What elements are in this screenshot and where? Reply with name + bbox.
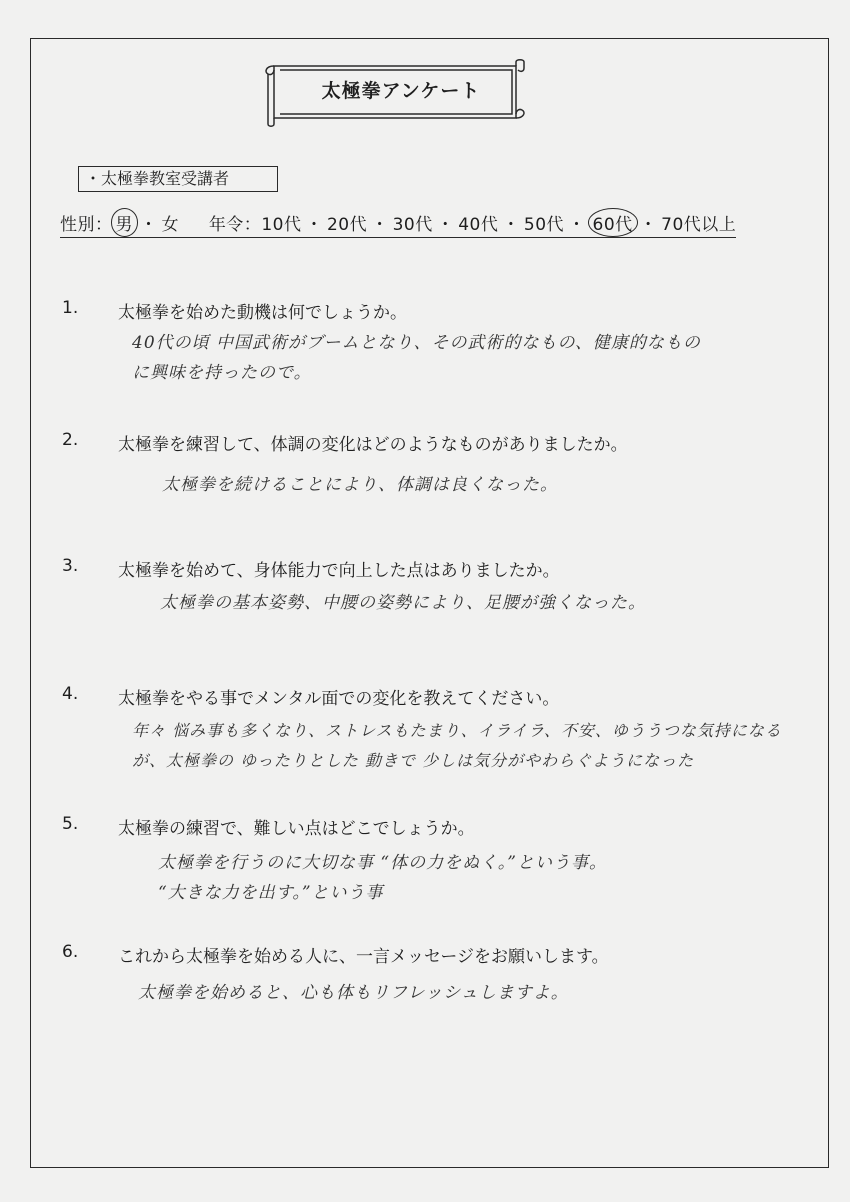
question-3-number: 3. bbox=[62, 556, 79, 576]
age-option-60s[interactable]: 60代 bbox=[588, 208, 638, 237]
answer-6-line-1: 太極拳を始めると、心も体もリフレッシュしますよ。 bbox=[138, 983, 569, 1003]
question-5-text: 太極拳の練習で、難しい点はどこでしょうか。 bbox=[118, 819, 475, 839]
age-option-50s[interactable]: 50代 bbox=[523, 215, 565, 235]
answer-1-line-2: に興味を持ったので。 bbox=[132, 363, 312, 383]
answer-5 bbox=[158, 848, 838, 908]
age-option-30s[interactable]: 30代 bbox=[392, 215, 433, 235]
answer-4-line-1: 年々 悩み事も多くなり、ストレスもたまり、イライラ、不安、ゆううつな気持になる bbox=[132, 721, 782, 740]
question-1-text: 太極拳を始めた動機は何でしょうか。 bbox=[118, 303, 407, 323]
question-4-text: 太極拳をやる事でメンタル面での変化を教えてください。 bbox=[118, 689, 560, 709]
answer-3-line-1: 太極拳の基本姿勢、中腰の姿勢により、足腰が強くなった。 bbox=[160, 593, 646, 613]
answer-1 bbox=[132, 328, 812, 388]
question-6-number: 6. bbox=[62, 942, 79, 962]
question-2-text: 太極拳を練習して、体調の変化はどのようなものがありましたか。 bbox=[118, 435, 628, 455]
question-5-number: 5. bbox=[62, 814, 79, 834]
answer-2 bbox=[162, 470, 842, 500]
answer-2-line-1: 太極拳を続けることにより、体調は良くなった。 bbox=[162, 475, 558, 495]
age-label: 年令： bbox=[208, 215, 262, 235]
gender-label: 性別： bbox=[60, 215, 113, 235]
category-label: ・太極拳教室受講者 bbox=[78, 166, 278, 192]
answer-5-line-1: 太極拳を行うのに大切な事 “体の力をぬく。”という事。 bbox=[158, 853, 607, 873]
answer-6 bbox=[138, 978, 818, 1008]
age-option-40s[interactable]: 40代 bbox=[458, 215, 499, 235]
answer-1-line-1: 40代の頃 中国武術がブームとなり、その武術的なもの、健康的なもの bbox=[132, 333, 701, 353]
question-1-number: 1. bbox=[62, 298, 79, 318]
answer-3 bbox=[160, 588, 840, 618]
gender-option-male[interactable]: 男 bbox=[111, 208, 139, 237]
answer-5-line-2: “大きな力を出す。”という事 bbox=[158, 883, 384, 903]
gender-option-female[interactable]: 女 bbox=[161, 215, 179, 235]
age-option-20s[interactable]: 20代 bbox=[326, 215, 368, 235]
answer-4-line-2: が、太極拳の ゆったりとした 動きで 少しは気分がやわらぐようになった bbox=[132, 751, 695, 770]
answer-4 bbox=[132, 716, 812, 776]
question-2-number: 2. bbox=[62, 430, 79, 450]
question-3-text: 太極拳を始めて、身体能力で向上した点はありましたか。 bbox=[118, 561, 560, 581]
age-option-10s[interactable]: 10代 bbox=[261, 215, 302, 235]
question-4-number: 4. bbox=[62, 684, 79, 704]
survey-title: 太極拳アンケート bbox=[321, 80, 481, 102]
respondent-info-row: 性別： 男 ・ 女 年令：10代 ・ 20代 ・ 30代 ・ 40代 ・ 50代 ・ 60代 ・ 70代以上 bbox=[60, 210, 736, 238]
age-option-70s-plus[interactable]: 70代以上 bbox=[661, 215, 737, 235]
question-6-text: これから太極拳を始める人に、一言メッセージをお願いします。 bbox=[118, 947, 609, 967]
